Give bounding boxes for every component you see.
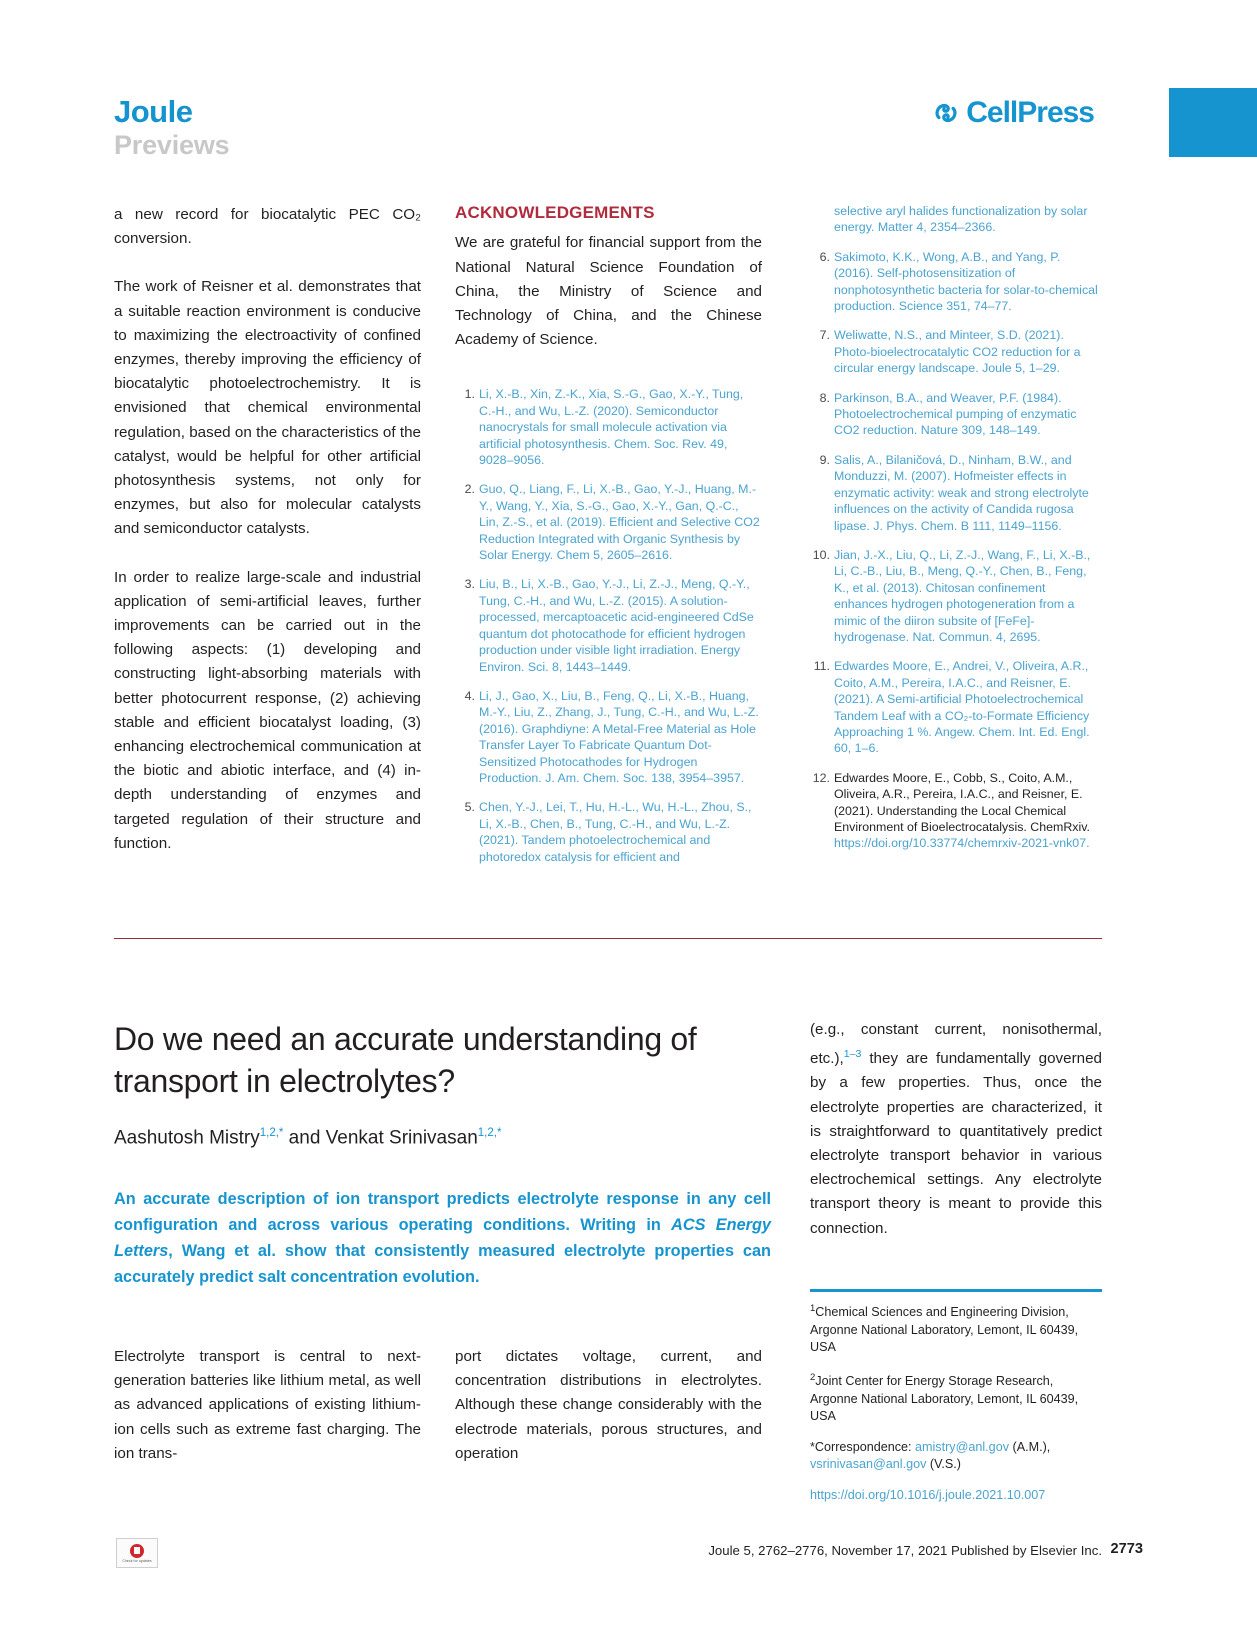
lower-column-2: port dictates voltage, current, and concentration distributions in electrolytes. Although these change considerably with the electrode materials, porous structures, and operation [455, 1348, 762, 1462]
upper-column-2 [455, 203, 762, 878]
masthead [114, 96, 514, 161]
reference-list [455, 386, 762, 865]
reference-item [810, 452, 1102, 534]
affiliation-1-text: Chemical Sciences and Engineering Division, Argonne National Laboratory, Lemont, IL 60439, USA [810, 1305, 1079, 1354]
article-title: Do we need an accurate understanding of transport in electrolytes? [114, 1021, 697, 1099]
affiliation-2-mark: 2 [810, 1372, 816, 1384]
reference-text: Salis, A., Bilaničová, D., Ninham, B.W., and Monduzzi, M. (2007). Hofmeister effects in enzymatic activity: weak and strong electrolyte influences on the activity of Candida rugosa lipase. J. Phys. Chem. B 111, 1149–1156. [834, 452, 1089, 533]
lower-column-3 [810, 1018, 1102, 1241]
email-1-suffix: (A.M.), [1009, 1439, 1051, 1454]
email-2-suffix: (V.S.) [926, 1457, 961, 1472]
crossmark-badge[interactable] [116, 1538, 158, 1568]
abstract-journal-name: ACS Energy Letters [114, 1216, 771, 1260]
citation-reference-marks: 1–3 [843, 1048, 862, 1061]
reference-item [810, 390, 1102, 439]
email-link-vsrinivasan[interactable]: vsrinivasan@anl.gov [810, 1457, 927, 1472]
upper-column-3 [810, 203, 1102, 865]
reference-item [455, 386, 762, 468]
reference-item [455, 688, 762, 786]
correspondence [810, 1439, 1102, 1474]
reference-number: 2. [464, 482, 475, 497]
corner-color-block [1169, 88, 1257, 157]
reference-text: Guo, Q., Liang, F., Li, X.-B., Gao, Y.-J., Huang, M.-Y., Wang, Y., Xia, S.-G., Gao, X.-Y., Gan, Q.-C., Lin, Z.-S., et al. (2019). Efficient and Selective CO2 Reduction Integrated with Organic Synthesis by Solar Energy. Chem 5, 2605–2616. [479, 482, 760, 563]
reference-number: 4. [464, 688, 475, 703]
affiliation-1 [810, 1300, 1102, 1356]
reference-number: 5. [464, 800, 475, 815]
crossmark-label: Check for updates [122, 1558, 152, 1563]
reference-list [810, 249, 1102, 852]
reference-number: 11. [813, 659, 830, 674]
reference-text: Edwardes Moore, E., Cobb, S., Coito, A.M., Oliveira, A.R., Pereira, I.A.C., and Reisner, E. (2021). Understanding the Local Chemical Environment of Bioelectrocatalysis. ChemRxiv. [834, 770, 1090, 834]
reference-number: 12. [812, 770, 830, 785]
reference-text: Edwardes Moore, E., Andrei, V., Oliveira, A.R., Coito, A.M., Pereira, I.A.C., and Reisner, E. (2021). A Semi-artificial Photoelectrochemical Tandem Leaf with a CO₂-to-Formate Efficiency Approaching 1 %. Angew. Chem. Int. Ed. Engl. 60, 1–6. [834, 659, 1090, 756]
reference-item [810, 770, 1102, 852]
section-divider [114, 938, 1102, 939]
author-one-affiliation-marks: 1,2,* [259, 1127, 284, 1139]
affiliation-2 [810, 1369, 1102, 1425]
reference-text: Li, X.-B., Xin, Z.-K., Xia, S.-G., Gao, X.-Y., Tung, C.-H., and Wu, L.-Z. (2020). Semiconductor nanocrystals for small molecule activation via artificial photosynthesis. Chem. Soc. Rev. 49, 9028–9056. [479, 387, 744, 468]
reference-item [455, 576, 762, 674]
reference-text: Weliwatte, N.S., and Minteer, S.D. (2021). Photo-bioelectrocatalytic CO2 reduction for a circular energy landscape. Joule 5, 1–29. [834, 328, 1081, 376]
reference-item [455, 481, 762, 563]
affiliation-divider [810, 1289, 1102, 1292]
cellpress-wordmark: CellPress [966, 96, 1094, 129]
reference-item [810, 327, 1102, 376]
reference-number: 8. [819, 390, 830, 405]
reference-item [455, 799, 762, 865]
affiliation-1-mark: 1 [810, 1303, 816, 1314]
article-abstract [114, 1186, 771, 1290]
doi-link[interactable]: https://doi.org/10.1016/j.joule.2021.10.007 [810, 1487, 1046, 1502]
cellpress-logo [933, 96, 1094, 130]
footer-citation: Joule 5, 2762–2776, November 17, 2021 Published by Elsevier Inc. [708, 1543, 1102, 1558]
section-kicker: Previews [114, 129, 230, 160]
reference-item [810, 249, 1102, 315]
abstract-part-2: , Wang et al. show that consistently measured electrolyte properties can accurately predict salt concentration evolution. [114, 1242, 771, 1286]
reference-number: 3. [464, 577, 475, 592]
paragraph: The work of Reisner et al. demonstrates that a suitable reaction environment is conducive to maximizing the electroactivity of confined enzymes, thereby improving the efficiency of biocatalytic photoelectrochemistry. It is envisioned that chemical environmental regulation, based on the characteristics of the catalyst, would be helpful for other artificial photosynthesis systems, not only for enzymes, but also for molecular catalysts and semiconductor catalysts. [114, 278, 421, 538]
lower-column-3-part-2: they are fundamentally governed by a few properties. Thus, once the electrolyte properties are characterized, it is straightforward to quantitatively predict electrolyte transport behavior in various electrochemical settings. Any electrolyte transport theory is meant to provide this connection. [810, 1050, 1102, 1237]
page-number: 2773 [1110, 1541, 1143, 1557]
reference-text: Sakimoto, K.K., Wong, A.B., and Yang, P. (2016). Self-photosensitization of nonphotosynthetic bacteria for solar-to-chemical production. Science 351, 74–77. [834, 249, 1098, 314]
reference-item [810, 658, 1102, 756]
lower-column-1: Electrolyte transport is central to next-generation batteries like lithium metal, as well as advanced applications of existing lithium-ion cells such as extreme fast charging. The ion trans- [114, 1348, 421, 1462]
paragraph: a new record for biocatalytic PEC CO₂ conversion. [114, 206, 421, 248]
email-link-amistry[interactable]: amistry@anl.gov [915, 1439, 1009, 1454]
affiliation-2-text: Joint Center for Energy Storage Research, Argonne National Laboratory, Lemont, IL 60439, USA [810, 1374, 1079, 1424]
author-conjunction: and Venkat Srinivasan [283, 1127, 478, 1149]
crossmark-icon [130, 1544, 144, 1558]
upper-column-1 [114, 203, 421, 856]
cellpress-mark-icon [933, 100, 959, 126]
reference-number: 6. [819, 249, 830, 264]
reference-text: Jian, J.-X., Liu, Q., Li, Z.-J., Wang, F., Li, X.-B., Li, C.-B., Liu, B., Meng, Q.-Y., Chen, B., Feng, K., et al. (2013). Chitosan confinement enhances hydrogen photogeneration from a mimic of the diiron subsite of [FeFe]-hydrogenase. Nat. Commun. 4, 2695. [834, 547, 1091, 644]
reference-number: 9. [819, 452, 830, 467]
reference-number: 10. [812, 547, 830, 562]
reference-text: Liu, B., Li, X.-B., Gao, Y.-J., Li, Z.-J., Meng, Q.-Y., Tung, C.-H., and Wu, L.-Z. (2015). A solution-processed, mercaptoacetic acid-engineered CdSe quantum dot photocathode for efficient hydrogen production under visible light irradiation. Energy Environ. Sci. 8, 1443–1449. [479, 577, 754, 674]
lower-column-3-part-1: (e.g., constant current, nonisothermal, etc.), [810, 1021, 1102, 1068]
correspondence-label: *Correspondence: [810, 1439, 916, 1454]
reference-number: 7. [819, 328, 830, 343]
journal-name: Joule [114, 94, 193, 129]
reference-number: 1. [464, 387, 475, 402]
reference-text: Li, J., Gao, X., Liu, B., Feng, Q., Li, X.-B., Huang, M.-Y., Liu, Z., Zhang, J., Tung, C.-H., and Wu, L.-Z. (2016). Graphdiyne: A Metal-Free Material as Hole Transfer Layer To Fabricate Quantum Dot-Sensitized Photocathodes for Hydrogen Production. J. Am. Chem. Soc. 138, 3954–3957. [479, 688, 759, 785]
reference-doi-link[interactable]: https://doi.org/10.33774/chemrxiv-2021-vnk07. [834, 836, 1090, 851]
author-one: Aashutosh Mistry [114, 1127, 260, 1149]
reference-continuation: selective aryl halides functionalization by solar energy. Matter 4, 2354–2366. [834, 204, 1088, 235]
reference-text: Parkinson, B.A., and Weaver, P.F. (1984). Photoelectrochemical pumping of enzymatic CO2 reduction. Nature 309, 148–149. [834, 390, 1077, 438]
author-line [114, 1120, 794, 1151]
affiliation-block [810, 1300, 1102, 1517]
abstract-part-1: An accurate description of ion transport predicts electrolyte response in any cell configuration and across various operating conditions. Writing in [114, 1190, 771, 1234]
acknowledgements-text: We are grateful for financial support from the National Natural Science Foundation of China, the Ministry of Science and Technology of China, and the Chinese Academy of Science. [455, 234, 762, 349]
reference-item [810, 547, 1102, 645]
paragraph: In order to realize large-scale and industrial application of semi-artificial leaves, further improvements can be carried out in the following aspects: (1) developing and constructing light-absorbing materials with better photocurrent response, (2) achieving stable and efficient biocatalyst loading, (3) enhancing electrochemical communication at the biotic and abiotic interface, and (4) in-depth understanding of enzymes and targeted regulation of their structure and function. [114, 568, 421, 852]
reference-text: Chen, Y.-J., Lei, T., Hu, H.-L., Wu, H.-L., Zhou, S., Li, X.-B., Chen, B., Tung, C.-H., and Wu, L.-Z. (2021). Tandem photoelectrochemical and photoredox catalysis for efficient and [479, 800, 752, 864]
author-two-affiliation-marks: 1,2,* [477, 1127, 502, 1139]
acknowledgements-heading: ACKNOWLEDGEMENTS [455, 203, 655, 222]
